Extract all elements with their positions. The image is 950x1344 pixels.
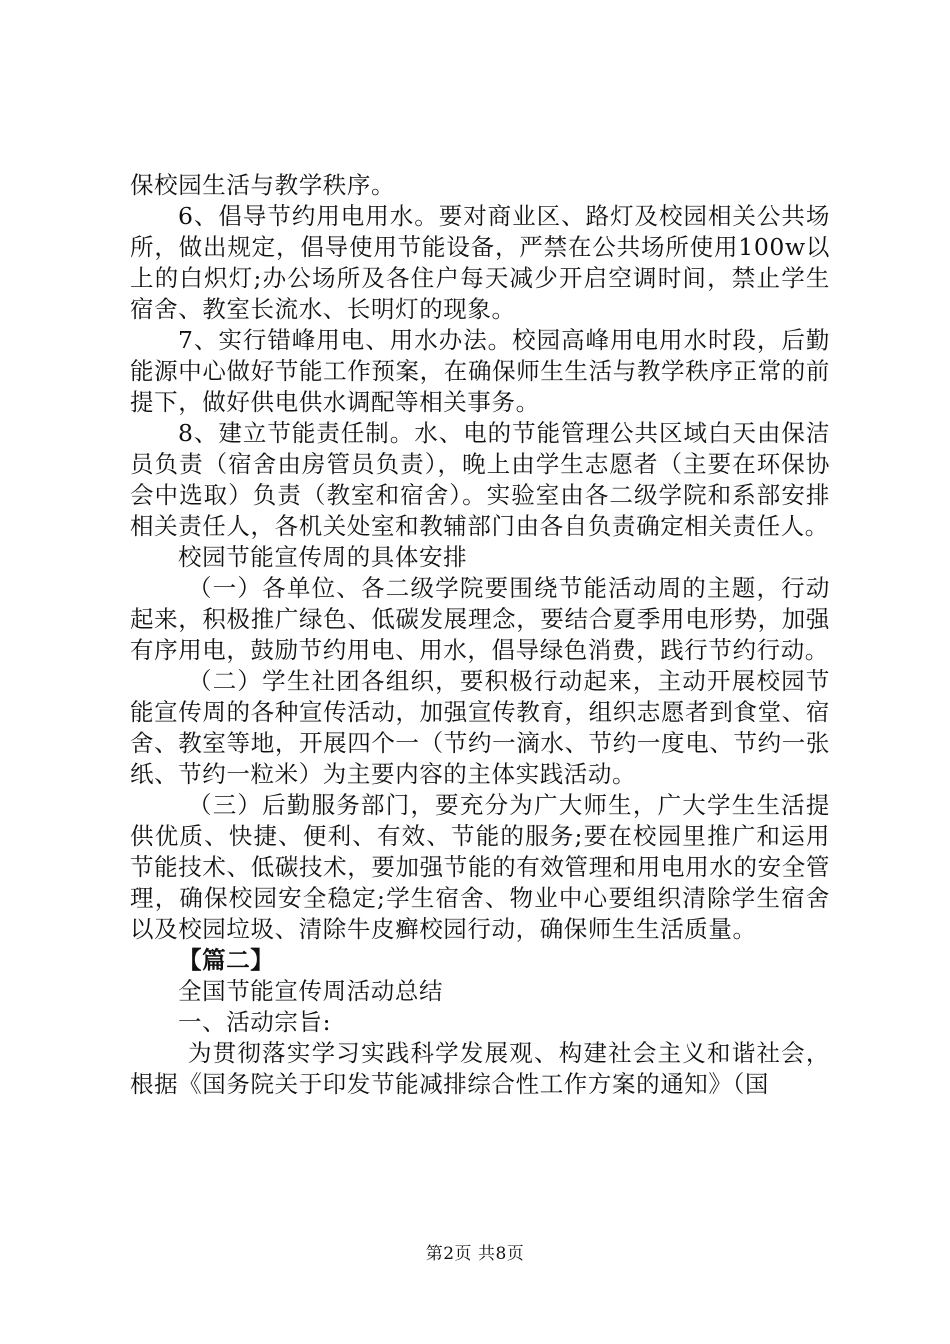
paragraph-item-6: 6、倡导节约用电用水。要对商业区、路灯及校园相关公共场所，做出规定，倡导使用节能设备，严禁在公共场所使用100w以上的白炽灯;办公场所及各住户每天减少开启空调时间，禁止学生宿舍、教室长流水、长明灯的现象。 (130, 202, 830, 323)
paragraph-continuation: 保校园生活与教学秩序。 (130, 171, 396, 199)
paragraph-purpose: 为贯彻落实学习实践科学发展观、构建社会主义和谐社会，根据《国务院关于印发节能减排综合性工作方案的通知》（国 (130, 1039, 830, 1098)
paragraph-schedule-1: （一）各单位、各二级学院要围绕节能活动周的主题，行动起来，积极推广绿色、低碳发展理念，要结合夏季用电形势，加强有序用电，鼓励节约用电、用水，倡导绿色消费，践行节约行动。 (130, 574, 830, 664)
page-footer: 第2页 共8页 (425, 1244, 525, 1264)
paragraph-schedule-3: （三）后勤服务部门，要充分为广大师生，广大学生生活提供优质、快捷、便利、有效、节能的服务;要在校园里推广和运用节能技术、低碳技术，要加强节能的有效管理和用电用水的安全管理，确保校园安全稳定;学生宿舍、物业中心要组织清除学生宿舍以及校园垃圾、清除牛皮癣校园行动，确保师生生活质量。 (130, 791, 830, 943)
section-marker-part-two: 【篇二】 (178, 946, 275, 974)
section-heading-purpose: 一、活动宗旨: (178, 1008, 332, 1036)
paragraph-item-8: 8、建立节能责任制。水、电的节能管理公共区域白天由保洁员负责（宿舍由房管员负责），晚上由学生志愿者（主要在环保协会中选取）负责（教室和宿舍）。实验室由各二级学院和系部安排相关责任人，各机关处室和教辅部门由各自负责确定相关责任人。 (130, 419, 830, 540)
paragraph-item-7: 7、实行错峰用电、用水办法。校园高峰用电用水时段，后勤能源中心做好节能工作预案，在确保师生生活与教学秩序正常的前提下，做好供电供水调配等相关事务。 (130, 326, 830, 416)
document-subtitle: 全国节能宣传周活动总结 (178, 977, 444, 1005)
paragraph-schedule-2: （二）学生社团各组织，要积极行动起来，主动开展校园节能宣传周的各种宣传活动，加强宣传教育，组织志愿者到食堂、宿舍、教室等地，开展四个一（节约一滴水、节约一度电、节约一张纸、节约一粒米）为主要内容的主体实践活动。 (130, 667, 830, 788)
document-body (130, 170, 830, 1100)
section-heading-schedule: 校园节能宣传周的具体安排 (178, 543, 468, 571)
